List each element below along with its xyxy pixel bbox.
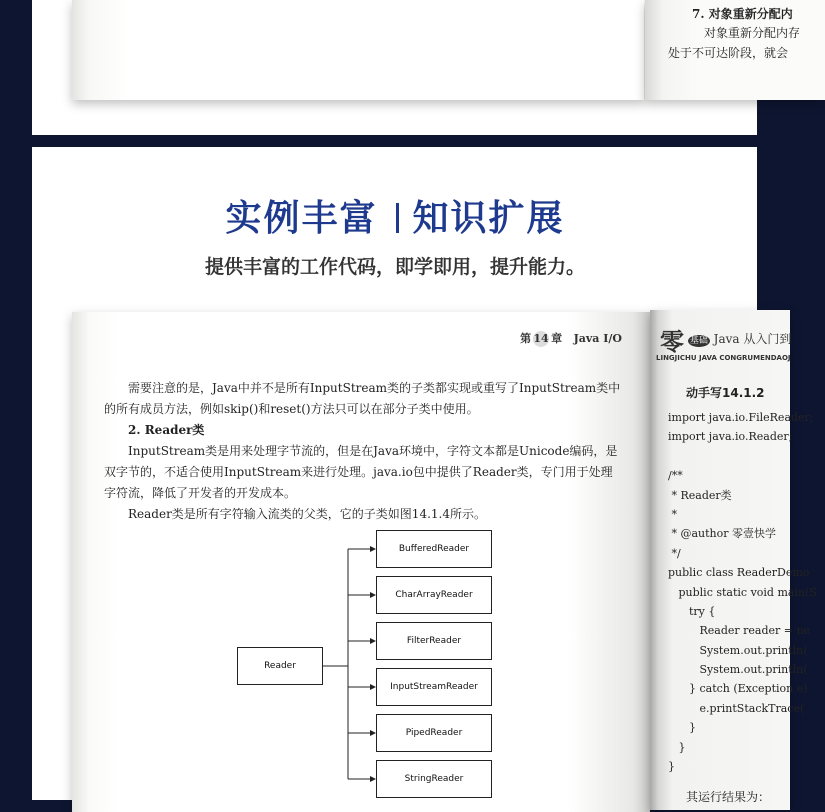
book-logo [660,322,791,357]
top-left-page [72,0,644,100]
code-line: } [668,721,696,735]
title-right: 知识扩展 [412,198,565,239]
example-title: 动手写14.1.2 [686,386,765,400]
code-line: public class ReaderDemo [668,566,810,580]
diagram-child-box: BufferedReader [376,530,492,568]
diagram-root-box: Reader [237,647,323,685]
header-suffix: 章 [551,332,563,345]
top-panel [32,0,801,135]
left-book-page [72,312,650,812]
top-line1: 对象重新分配内存 [704,26,801,40]
diagram-connectors [72,312,650,812]
top-right-page [645,0,825,100]
code-line: Reader reader = ne [668,624,811,638]
code-line [668,447,817,466]
code-line: public static void main(S [668,585,817,599]
diagram-child-box: FilterReader [376,622,492,660]
paragraph-3: Reader类是所有字符输入流类的父类，它的子类如图14.1.4所示。 [128,507,486,521]
paragraph-2: InputStream类是用来处理字节流的，但是在Java环境中，字符文本都是Unicode编码，是双字节的，不适合使用InputStream来进行处理。java.io包中提供了Reader类，专门用于处理字符流，降低了开发者的开发成本。 [104,444,618,500]
diagram-child-box: CharArrayReader [376,576,492,614]
logo-char: 零 [660,327,684,356]
logo-pinyin: LINGJICHU JAVA CONGRUMENDAOJ [656,354,791,362]
title-divider [396,203,399,233]
diagram-child-box: PipedReader [376,714,492,752]
chapter-number: 14 [533,332,549,345]
code-line: } catch (Exception e) [668,682,808,696]
header-prefix: 第 [520,332,532,345]
right-book-page [650,310,817,810]
code-line: try { [668,604,716,618]
code-line: * @author 零壹快学 [668,527,777,541]
banner-subtitle: 提供丰富的工作代码，即学即用，提升能力。 [204,256,585,278]
code-line: */ [668,546,681,560]
code-line: } [668,740,686,754]
logo-badges: 基础 [689,336,708,346]
top-line2: 处于不可达阶段，就会 [668,46,789,60]
code-line: System.out.println( [668,663,808,677]
paragraph-1: 需要注意的是，Java中并不是所有InputStream类的子类都实现或重写了InputStream类中的所有成员方法，例如skip()和reset()方法只可以在部分子类中使用。 [104,381,621,416]
code-line: * [668,507,677,521]
diagram-child-box: InputStreamReader [376,668,492,706]
logo-text: Java 从入门到 [713,332,792,346]
code-line: } [668,760,675,774]
result-label: 其运行结果为： [686,790,771,804]
code-line: import java.io.Reader; [668,430,793,444]
code-line: e.printStackTrace( [668,701,805,715]
title-left: 实例丰富 [225,198,378,239]
section-heading: 2. Reader类 [128,423,205,437]
code-line: import java.io.FileReader; [668,411,814,424]
header-title: Java I/O [573,332,622,345]
code-line: * Reader类 [668,488,732,502]
class-diagram [72,312,650,812]
code-line: System.out.println( [668,643,808,657]
code-line: /** [668,469,683,483]
banner-title [0,190,790,241]
code-listing [668,408,817,776]
diagram-child-box: StringReader [376,760,492,798]
top-heading: 7. 对象重新分配内 [692,7,793,21]
